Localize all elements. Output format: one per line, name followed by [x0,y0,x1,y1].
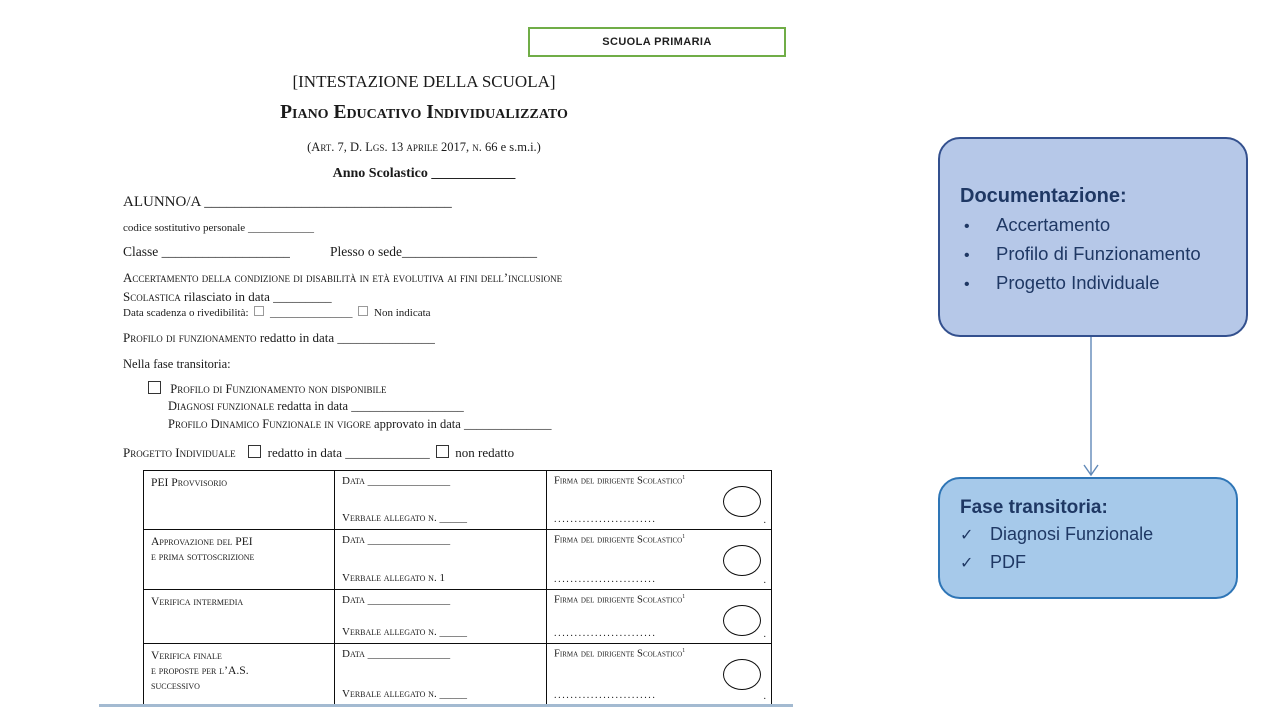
date-field: Data _______________ [342,534,451,546]
list-item [960,521,1222,549]
text-segment [236,445,246,460]
text-segment: Profilo di Funzionamento non disponibile [170,382,387,396]
doc-line [100,140,748,154]
school-level-badge [528,27,786,57]
stamp-circle-icon [723,659,761,690]
bullet-icon: • [964,276,970,293]
text-segment: Progetto Individuale [123,445,236,460]
fase-transitoria-title: Fase transitoria: [960,497,1108,518]
signature-label [554,648,764,660]
signature-label-text: Firma del dirigente Scolastico [554,648,683,660]
text-segment: Scolastica [123,289,181,304]
signature-label-text: Firma del dirigente Scolastico [554,594,683,606]
doc-line [168,417,551,431]
text-segment: Anno Scolastico ____________ [332,166,516,181]
text-segment: _________________________________ [204,194,452,210]
table-row [144,529,771,589]
date-field: Data _______________ [342,475,451,487]
text-segment: e s.m.i.) [497,140,541,154]
list-item [960,240,1232,269]
date-field: Data _______________ [342,648,451,660]
signature-label-text: Firma del dirigente Scolastico [554,534,683,546]
text-segment: Profilo Dinamico Funzionale in vigore [168,417,371,431]
signature-label [554,534,764,546]
checkmark-icon: ✓ [960,527,974,544]
phase-cell [144,644,334,705]
doc-line [123,194,452,211]
text-segment: Accertamento della condizione di disabilità in età evolutiva ai fini dell’inclusione [123,270,563,285]
date-cell [334,471,546,529]
bullet-icon: • [964,247,970,264]
documentazione-callout [938,137,1248,337]
text-segment: (Art. 7, D. Lgs. 13 aprile 2017, n. 66 [307,140,498,154]
signature-dotted-line: ......................... [554,574,657,585]
date-field: Data _______________ [342,594,451,606]
doc-line [123,271,562,286]
stamp-circle-icon [723,605,761,636]
checkmark-icon: ✓ [960,555,974,572]
text-segment: Piano Educativo Individualizzato [280,102,568,123]
list-item-label: Accertamento [996,214,1111,235]
list-item [960,211,1232,240]
checkbox-icon [358,306,368,316]
doc-line [123,244,290,260]
signature-dotted-line: ......................... [554,514,657,525]
documentazione-list [960,211,1232,298]
phase-label: PEI Provvisorio [151,476,228,489]
footnote-marker: 1 [682,594,686,600]
pei-phases-table [143,470,772,706]
list-item [960,269,1232,298]
connector-arrow-icon [1080,336,1102,482]
signature-label [554,594,764,606]
doc-line [100,102,748,124]
list-item-label: Profilo di Funzionamento [996,243,1201,264]
list-item [960,549,1222,577]
stamp-period: . [763,515,766,526]
school-level-badge-label: SCUOLA PRIMARIA [602,36,712,48]
doc-line [330,244,537,260]
doc-line [123,222,314,235]
text-segment: codice sostitutivo personale ____________ [123,222,314,234]
text-segment: Data scadenza o rivedibilità: [123,307,252,319]
doc-line [123,357,231,371]
table-row [144,643,771,705]
fase-transitoria-callout [938,477,1238,599]
text-segment: _______________ [267,307,356,319]
signature-cell [546,530,771,589]
checkbox-icon [436,445,449,458]
list-item-label: Progetto Individuale [996,272,1160,293]
footnote-marker: 1 [682,648,686,654]
signature-cell [546,590,771,643]
text-segment: [INTESTAZIONE DELLA SCUOLA] [292,72,556,91]
signature-cell [546,644,771,705]
text-segment: Nella fase transitoria: [123,357,231,371]
text-segment: Diagnosi funzionale [168,399,275,413]
bullet-icon: • [964,218,970,235]
phase-label: Verifica finale [151,649,222,662]
footnote-marker: 1 [682,475,686,481]
checkbox-icon [248,445,261,458]
phase-cell [144,530,334,589]
doc-line [123,290,332,305]
verbale-field: Verbale allegato n. 1 [342,572,445,584]
verbale-field: Verbale allegato n. _____ [342,626,467,638]
stamp-period: . [763,575,766,586]
text-segment: redatto in data _______________ [256,330,435,345]
doc-line [168,399,464,413]
text-segment: rilasciato in data _________ [180,289,332,304]
doc-line [123,445,514,461]
checkbox-icon [254,306,264,316]
phase-label: e prima sottoscrizione [151,550,255,563]
signature-cell [546,471,771,529]
checkbox-icon [148,381,161,394]
doc-line [145,381,386,396]
list-item-label: Diagnosi Funzionale [990,524,1154,544]
phase-label: Verifica intermedia [151,595,244,608]
phase-label: successivo [151,679,200,692]
date-cell [334,590,546,643]
signature-dotted-line: ......................... [554,690,657,701]
date-cell [334,644,546,705]
footnote-marker: 1 [682,534,686,540]
text-segment: redatto in data _____________ [264,445,433,460]
text-segment: Classe ___________________ [123,244,290,259]
text-segment: non redatto [452,445,515,460]
doc-line [123,306,431,320]
text-segment: Plesso o sede____________________ [330,244,537,259]
stamp-period: . [763,629,766,640]
text-segment: redatta in data __________________ [274,399,464,413]
phase-label: Approvazione del PEI [151,535,253,548]
stamp-period: . [763,691,766,702]
documentazione-title: Documentazione: [960,185,1127,207]
text-segment: Profilo di funzionamento [123,330,257,345]
stamp-circle-icon [723,545,761,576]
signature-dotted-line: ......................... [554,628,657,639]
phase-cell [144,471,334,529]
text-segment: approvato in data ______________ [370,417,552,431]
verbale-field: Verbale allegato n. _____ [342,688,467,700]
doc-line [100,72,748,92]
verbale-field: Verbale allegato n. _____ [342,512,467,524]
doc-line [100,166,748,182]
date-cell [334,530,546,589]
text-segment: ALUNNO/A [123,194,205,210]
stamp-circle-icon [723,486,761,517]
page-edge-line [99,704,793,707]
phase-label: e proposte per l’A.S. [151,664,249,677]
doc-line [123,331,435,346]
text-segment: Non indicata [371,307,431,319]
list-item-label: PDF [990,552,1026,572]
fase-transitoria-list [960,521,1222,577]
phase-cell [144,590,334,643]
signature-label [554,475,764,487]
table-row [144,471,771,529]
signature-label-text: Firma del dirigente Scolastico [554,475,683,487]
table-row [144,589,771,643]
